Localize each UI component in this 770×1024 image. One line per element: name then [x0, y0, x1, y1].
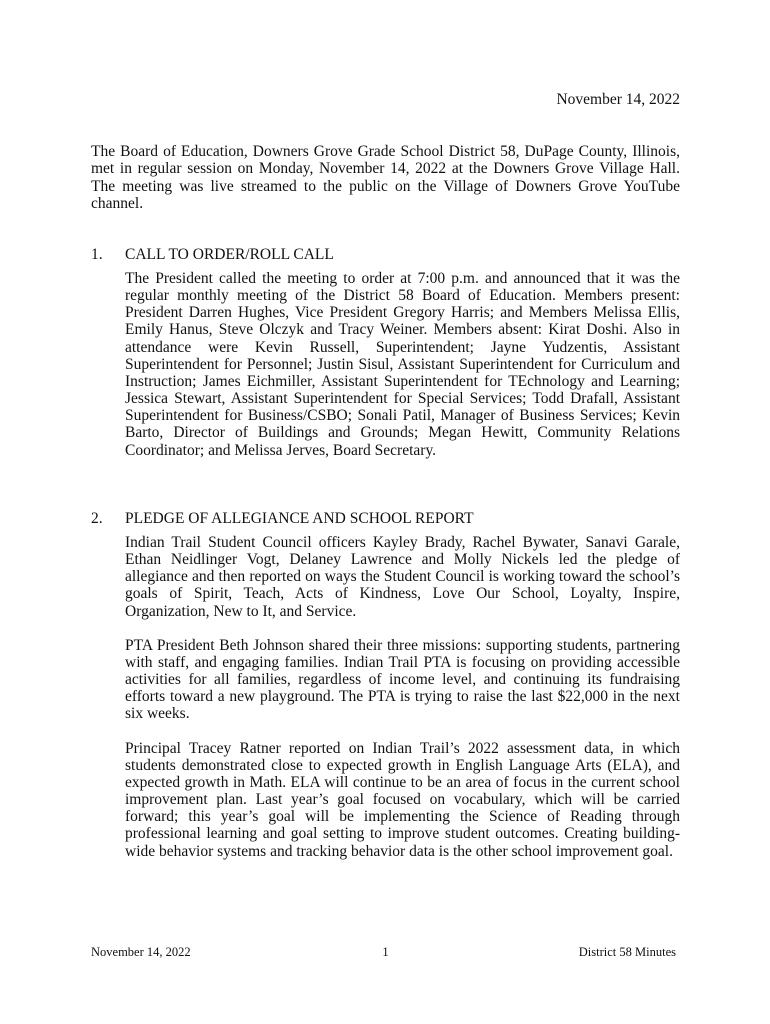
footer-page-number: 1 — [382, 945, 389, 959]
page-footer — [91, 944, 680, 962]
principal-report-paragraph: Principal Tracey Ratner reported on Indian Trail’s 2022 assessment data, in which students demonstrated close to expected growth in English Language Arts (ELA), and expected growth in Math. ELA will continue to be an area of focus in the current school improvement plan. Last year’s goal focused on vocabulary, which will be carried forward; this year’s goal will be implementing the Science of Reading through professional learning and goal setting to improve student outcomes. Creating building-wide behavior systems and tracking behavior data is the other school improvement goal. — [125, 739, 680, 860]
section-heading — [91, 510, 680, 528]
section-number: 2. — [91, 510, 103, 527]
section-title: PLEDGE OF ALLEGIANCE AND SCHOOL REPORT — [125, 510, 474, 527]
intro-paragraph: The Board of Education, Downers Grove Grade School District 58, DuPage County, Illinois, met in regular session on Monday, November 14, 2022 at the Downers Grove Village Hall. The meeting was live streamed to the public on the Village of Downers Grove YouTube channel. — [91, 143, 680, 212]
footer-document-title: District 58 Minutes — [578, 945, 676, 959]
section-number: 1. — [91, 246, 103, 263]
meeting-date: November 14, 2022 — [556, 91, 680, 108]
roll-call-paragraph: The President called the meeting to order at 7:00 p.m. and announced that it was the regular monthly meeting of the District 58 Board of Education. Members present: President Darren Hughes, Vice President Gregory Harris; and Members Melissa Ellis, Emily Hanus, Steve Olczyk and Tracy Weiner. Members absent: Kirat Doshi. Also in attendance were Kevin Russell, Superintendent; Jayne Yudzentis, Assistant Superintendent for Personnel; Justin Sisul, Assistant Superintendent for Curriculum and Instruction; James Eichmiller, Assistant Superintendent for TEchnology and Learning; Jessica Stewart, Assistant Superintendent for Special Services; Todd Drafall, Assistant Superintendent for Business/CSBO; Sonali Patil, Manager of Business Services; Kevin Barto, Director of Buildings and Grounds; Megan Hewitt, Community Relations Coordinator; and Melissa Jerves, Board Secretary. — [125, 270, 680, 459]
pta-paragraph: PTA President Beth Johnson shared their three missions: supporting students, partnering with staff, and engaging families. Indian Trail PTA is focusing on providing accessible activities for all families, regardless of income level, and continuing its fundraising efforts toward a new playground. The PTA is trying to raise the last $22,000 in the next six weeks. — [125, 636, 680, 723]
student-council-paragraph: Indian Trail Student Council officers Kayley Brady, Rachel Bywater, Sanavi Garale, Ethan Neidlinger Vogt, Delaney Lawrence and Molly Nickels led the pledge of allegiance and then reported on ways the Student Council is working toward the school’s goals of Spirit, Teach, Acts of Kindness, Love Our School, Loyalty, Inspire, Organization, New to It, and Service. — [125, 534, 680, 620]
footer-date: November 14, 2022 — [91, 945, 191, 959]
section-heading — [91, 246, 680, 264]
section-title: CALL TO ORDER/ROLL CALL — [125, 246, 334, 263]
section-call-to-order — [91, 246, 680, 459]
section-pledge-school-report — [91, 510, 680, 860]
